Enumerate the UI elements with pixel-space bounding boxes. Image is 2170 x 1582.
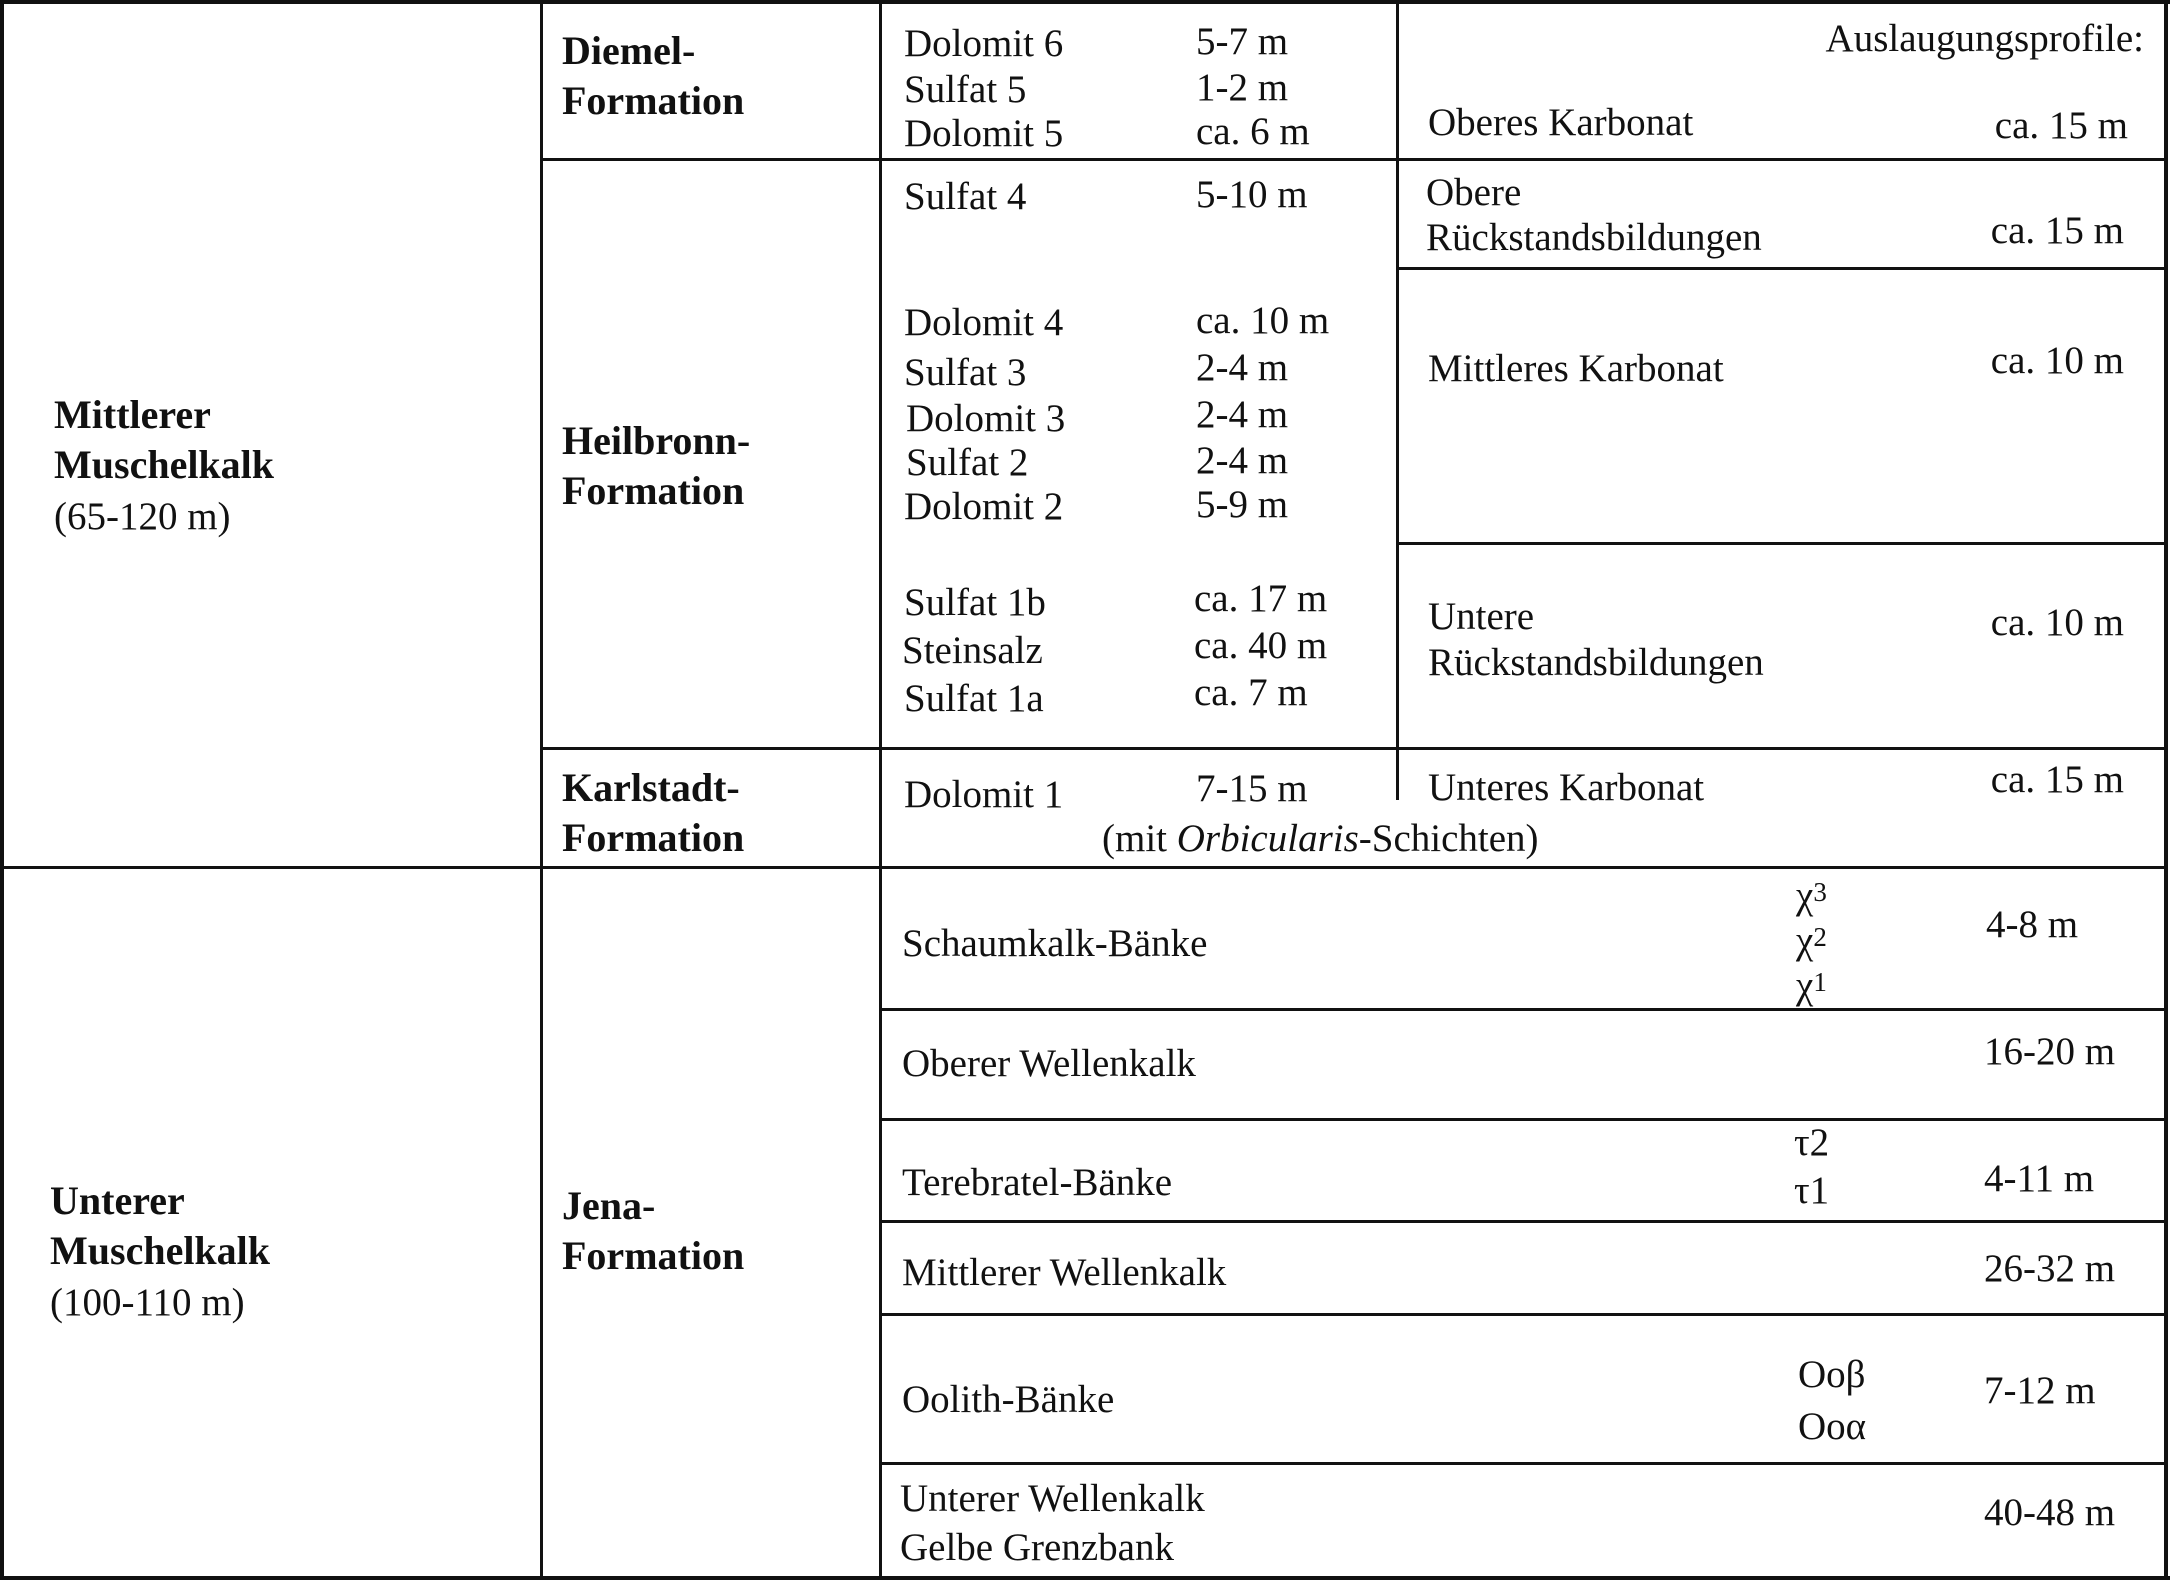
auslaugung-name: Rückstandsbildungen bbox=[1426, 216, 1762, 259]
unit-thickness: ca. 10 m bbox=[1196, 299, 1330, 342]
auslaugung-name: Untere bbox=[1428, 595, 1535, 638]
table-border bbox=[0, 0, 4, 1580]
row-divider bbox=[1396, 542, 2168, 545]
row-divider bbox=[879, 1220, 2168, 1223]
unit-note: (mit Orbicularis-Schichten) bbox=[1102, 817, 1539, 860]
unit-thickness: 2-4 m bbox=[1196, 346, 1289, 389]
auslaugung-thickness: ca. 10 m bbox=[1990, 601, 2124, 644]
bed-marker: $\chi^3$ bbox=[1796, 874, 1827, 917]
unit-name: Schaumkalk-Bänke bbox=[902, 922, 1208, 965]
unit-name: Dolomit 3 bbox=[906, 397, 1066, 440]
unit-thickness: ca. 40 m bbox=[1194, 624, 1328, 667]
unit-name: Sulfat 2 bbox=[906, 441, 1029, 484]
row-divider bbox=[879, 1118, 2168, 1121]
formation-label: Jena- bbox=[562, 1183, 656, 1228]
series-label: Muschelkalk bbox=[50, 1228, 271, 1273]
bed-marker: τ1 bbox=[1794, 1169, 1830, 1212]
unit-name: Sulfat 3 bbox=[904, 351, 1027, 394]
row-divider bbox=[879, 1313, 2168, 1316]
unit-name: Sulfat 4 bbox=[904, 175, 1027, 218]
formation-label: Diemel- bbox=[562, 28, 696, 73]
unit-thickness: 2-4 m bbox=[1196, 439, 1289, 482]
bed-marker: Ooβ bbox=[1798, 1353, 1866, 1396]
unit-thickness: 5-9 m bbox=[1196, 483, 1289, 526]
unit-name: Dolomit 2 bbox=[904, 485, 1064, 528]
formation-label: Karlstadt- bbox=[562, 765, 740, 810]
column-divider bbox=[1396, 0, 1399, 800]
unit-name: Dolomit 5 bbox=[904, 112, 1064, 155]
formation-label: Formation bbox=[562, 468, 745, 513]
table-border bbox=[0, 1576, 2170, 1580]
unit-name: Oolith-Bänke bbox=[902, 1378, 1115, 1421]
auslaugung-header: Auslaugungsprofile: bbox=[1825, 17, 2144, 60]
row-divider bbox=[1396, 267, 2168, 270]
bed-marker: $\chi^1$ bbox=[1796, 964, 1827, 1007]
series-thickness: (100-110 m) bbox=[50, 1281, 245, 1324]
row-divider bbox=[879, 1462, 2168, 1465]
bed-marker: $\chi^2$ bbox=[1796, 919, 1827, 962]
bed-marker: τ2 bbox=[1794, 1121, 1830, 1164]
unit-name: Mittlerer Wellenkalk bbox=[902, 1251, 1227, 1294]
auslaugung-thickness: ca. 15 m bbox=[1990, 209, 2124, 252]
auslaugung-thickness: ca. 15 m bbox=[1994, 104, 2128, 147]
series-label: Unterer bbox=[50, 1178, 185, 1223]
unit-thickness: 7-12 m bbox=[1984, 1369, 2096, 1412]
unit-thickness: 2-4 m bbox=[1196, 393, 1289, 436]
unit-thickness: ca. 6 m bbox=[1196, 110, 1310, 153]
unit-name: Steinsalz bbox=[902, 629, 1043, 672]
unit-thickness: 5-10 m bbox=[1196, 173, 1308, 216]
series-thickness: (65-120 m) bbox=[54, 495, 231, 538]
unit-name: Dolomit 4 bbox=[904, 301, 1064, 344]
unit-thickness: 16-20 m bbox=[1984, 1030, 2116, 1073]
auslaugung-name: Mittleres Karbonat bbox=[1428, 347, 1724, 390]
series-label: Muschelkalk bbox=[54, 442, 275, 487]
row-divider bbox=[540, 747, 2168, 750]
bed-marker: Ooα bbox=[1798, 1405, 1867, 1448]
row-divider bbox=[540, 158, 2168, 161]
unit-thickness: 7-15 m bbox=[1196, 767, 1308, 810]
auslaugung-name: Rückstandsbildungen bbox=[1428, 641, 1764, 684]
unit-name: Unterer Wellenkalk bbox=[900, 1477, 1205, 1520]
table-border bbox=[0, 0, 2170, 4]
auslaugung-name: Obere bbox=[1426, 171, 1522, 214]
unit-thickness: 4-8 m bbox=[1986, 903, 2079, 946]
formation-label: Formation bbox=[562, 815, 745, 860]
auslaugung-name: Oberes Karbonat bbox=[1428, 101, 1694, 144]
auslaugung-thickness: ca. 10 m bbox=[1990, 339, 2124, 382]
unit-name: Oberer Wellenkalk bbox=[902, 1042, 1196, 1085]
unit-thickness: 1-2 m bbox=[1196, 66, 1289, 109]
formation-label: Formation bbox=[562, 78, 745, 123]
unit-name: Dolomit 6 bbox=[904, 22, 1064, 65]
table-border bbox=[2164, 0, 2168, 1580]
auslaugung-thickness: ca. 15 m bbox=[1990, 758, 2124, 801]
unit-thickness: ca. 7 m bbox=[1194, 671, 1308, 714]
unit-thickness: 5-7 m bbox=[1196, 20, 1289, 63]
unit-name: Terebratel-Bänke bbox=[902, 1161, 1173, 1204]
row-divider bbox=[0, 866, 2168, 869]
unit-name: Dolomit 1 bbox=[904, 773, 1064, 816]
unit-name: Sulfat 1a bbox=[904, 677, 1044, 720]
series-label: Mittlerer bbox=[54, 392, 211, 437]
auslaugung-name: Unteres Karbonat bbox=[1428, 766, 1705, 809]
row-divider bbox=[879, 1008, 2168, 1011]
unit-thickness: 40-48 m bbox=[1984, 1491, 2116, 1534]
unit-thickness: ca. 17 m bbox=[1194, 577, 1328, 620]
column-divider bbox=[540, 0, 543, 1580]
unit-thickness: 4-11 m bbox=[1984, 1157, 2095, 1200]
formation-label: Formation bbox=[562, 1233, 745, 1278]
unit-thickness: 26-32 m bbox=[1984, 1247, 2116, 1290]
column-divider bbox=[879, 0, 882, 1580]
formation-label: Heilbronn- bbox=[562, 418, 751, 463]
unit-name: Gelbe Grenzbank bbox=[900, 1526, 1174, 1569]
unit-name: Sulfat 1b bbox=[904, 581, 1046, 624]
unit-name: Sulfat 5 bbox=[904, 68, 1027, 111]
